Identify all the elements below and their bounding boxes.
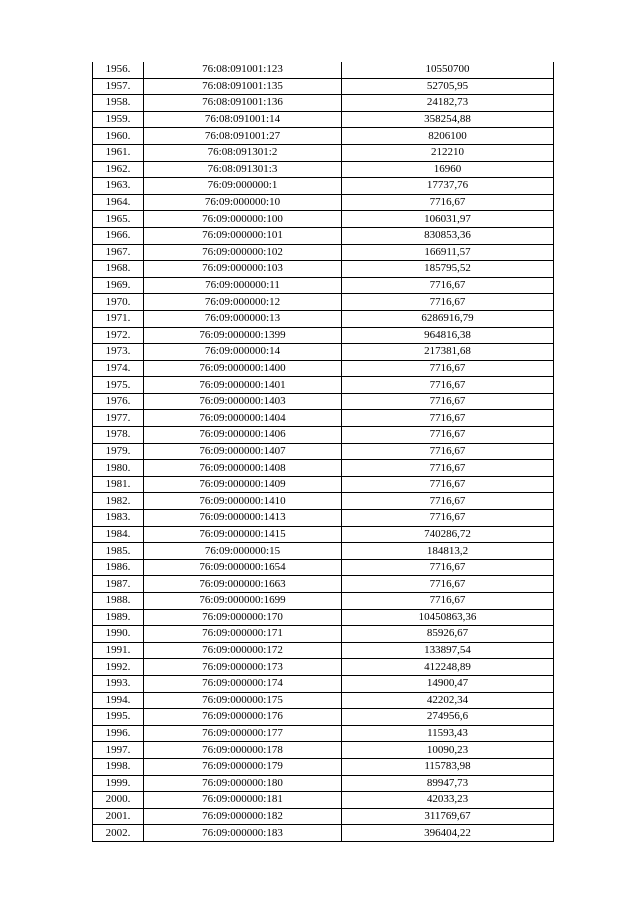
table-row bbox=[93, 377, 554, 394]
value-cell: 106031,97 bbox=[342, 211, 554, 228]
row-number-cell: 1969. bbox=[93, 277, 144, 294]
table-row bbox=[93, 576, 554, 593]
value-cell: 830853,36 bbox=[342, 227, 554, 244]
cadastral-table bbox=[92, 62, 554, 842]
table-row bbox=[93, 593, 554, 610]
row-number-cell: 1984. bbox=[93, 526, 144, 543]
row-number-cell: 1993. bbox=[93, 675, 144, 692]
value-cell: 85926,67 bbox=[342, 626, 554, 643]
cadastral-number-cell: 76:09:000000:1654 bbox=[144, 559, 342, 576]
value-cell: 7716,67 bbox=[342, 194, 554, 211]
row-number-cell: 1987. bbox=[93, 576, 144, 593]
table-row bbox=[93, 410, 554, 427]
cadastral-number-cell: 76:09:000000:103 bbox=[144, 261, 342, 278]
table-row bbox=[93, 493, 554, 510]
table-row bbox=[93, 510, 554, 527]
cadastral-number-cell: 76:09:000000:170 bbox=[144, 609, 342, 626]
cadastral-number-cell: 76:09:000000:1663 bbox=[144, 576, 342, 593]
row-number-cell: 1978. bbox=[93, 427, 144, 444]
cadastral-number-cell: 76:09:000000:13 bbox=[144, 310, 342, 327]
table-row bbox=[93, 642, 554, 659]
row-number-cell: 1996. bbox=[93, 725, 144, 742]
cadastral-number-cell: 76:09:000000:10 bbox=[144, 194, 342, 211]
value-cell: 7716,67 bbox=[342, 277, 554, 294]
table-row bbox=[93, 758, 554, 775]
table-row bbox=[93, 244, 554, 261]
table-row bbox=[93, 344, 554, 361]
row-number-cell: 1963. bbox=[93, 178, 144, 195]
row-number-cell: 1991. bbox=[93, 642, 144, 659]
value-cell: 217381,68 bbox=[342, 344, 554, 361]
cadastral-number-cell: 76:08:091001:27 bbox=[144, 128, 342, 145]
value-cell: 52705,95 bbox=[342, 78, 554, 95]
value-cell: 7716,67 bbox=[342, 377, 554, 394]
value-cell: 7716,67 bbox=[342, 460, 554, 477]
cadastral-number-cell: 76:09:000000:1406 bbox=[144, 427, 342, 444]
row-number-cell: 1975. bbox=[93, 377, 144, 394]
cadastral-number-cell: 76:09:000000:174 bbox=[144, 675, 342, 692]
value-cell: 8206100 bbox=[342, 128, 554, 145]
cadastral-number-cell: 76:09:000000:1407 bbox=[144, 443, 342, 460]
table-row bbox=[93, 742, 554, 759]
table-row bbox=[93, 161, 554, 178]
value-cell: 740286,72 bbox=[342, 526, 554, 543]
value-cell: 7716,67 bbox=[342, 593, 554, 610]
row-number-cell: 1995. bbox=[93, 709, 144, 726]
row-number-cell: 1974. bbox=[93, 360, 144, 377]
value-cell: 10450863,36 bbox=[342, 609, 554, 626]
cadastral-number-cell: 76:09:000000:1404 bbox=[144, 410, 342, 427]
row-number-cell: 1990. bbox=[93, 626, 144, 643]
value-cell: 964816,38 bbox=[342, 327, 554, 344]
table-row bbox=[93, 128, 554, 145]
value-cell: 10090,23 bbox=[342, 742, 554, 759]
table-row bbox=[93, 526, 554, 543]
table-row bbox=[93, 443, 554, 460]
value-cell: 42033,23 bbox=[342, 792, 554, 809]
table-row bbox=[93, 792, 554, 809]
row-number-cell: 1994. bbox=[93, 692, 144, 709]
row-number-cell: 1985. bbox=[93, 543, 144, 560]
table-body bbox=[93, 62, 554, 841]
cadastral-number-cell: 76:09:000000:179 bbox=[144, 758, 342, 775]
row-number-cell: 1972. bbox=[93, 327, 144, 344]
cadastral-number-cell: 76:09:000000:1399 bbox=[144, 327, 342, 344]
row-number-cell: 1971. bbox=[93, 310, 144, 327]
cadastral-number-cell: 76:09:000000:183 bbox=[144, 825, 342, 842]
table-row bbox=[93, 725, 554, 742]
table-row bbox=[93, 78, 554, 95]
row-number-cell: 1968. bbox=[93, 261, 144, 278]
value-cell: 115783,98 bbox=[342, 758, 554, 775]
table-row bbox=[93, 277, 554, 294]
table-row bbox=[93, 144, 554, 161]
table-row bbox=[93, 393, 554, 410]
table-row bbox=[93, 626, 554, 643]
row-number-cell: 2000. bbox=[93, 792, 144, 809]
table-row bbox=[93, 427, 554, 444]
table-row bbox=[93, 211, 554, 228]
cadastral-number-cell: 76:09:000000:1415 bbox=[144, 526, 342, 543]
value-cell: 7716,67 bbox=[342, 393, 554, 410]
table-row bbox=[93, 543, 554, 560]
value-cell: 358254,88 bbox=[342, 111, 554, 128]
row-number-cell: 1983. bbox=[93, 510, 144, 527]
cadastral-number-cell: 76:09:000000:177 bbox=[144, 725, 342, 742]
value-cell: 133897,54 bbox=[342, 642, 554, 659]
row-number-cell: 1981. bbox=[93, 476, 144, 493]
table-row bbox=[93, 95, 554, 112]
table-row bbox=[93, 659, 554, 676]
cadastral-number-cell: 76:09:000000:182 bbox=[144, 808, 342, 825]
table-row bbox=[93, 360, 554, 377]
table-row bbox=[93, 675, 554, 692]
table-row bbox=[93, 460, 554, 477]
cadastral-number-cell: 76:08:091001:14 bbox=[144, 111, 342, 128]
cadastral-number-cell: 76:08:091301:3 bbox=[144, 161, 342, 178]
cadastral-number-cell: 76:09:000000:1403 bbox=[144, 393, 342, 410]
cadastral-number-cell: 76:09:000000:175 bbox=[144, 692, 342, 709]
table-row bbox=[93, 62, 554, 78]
table-row bbox=[93, 310, 554, 327]
table-row bbox=[93, 261, 554, 278]
value-cell: 11593,43 bbox=[342, 725, 554, 742]
row-number-cell: 1979. bbox=[93, 443, 144, 460]
row-number-cell: 1966. bbox=[93, 227, 144, 244]
value-cell: 212210 bbox=[342, 144, 554, 161]
row-number-cell: 1998. bbox=[93, 758, 144, 775]
table-row bbox=[93, 194, 554, 211]
value-cell: 89947,73 bbox=[342, 775, 554, 792]
row-number-cell: 1988. bbox=[93, 593, 144, 610]
value-cell: 6286916,79 bbox=[342, 310, 554, 327]
value-cell: 7716,67 bbox=[342, 410, 554, 427]
cadastral-number-cell: 76:09:000000:102 bbox=[144, 244, 342, 261]
table-row bbox=[93, 178, 554, 195]
value-cell: 7716,67 bbox=[342, 294, 554, 311]
cadastral-number-cell: 76:09:000000:1400 bbox=[144, 360, 342, 377]
row-number-cell: 1970. bbox=[93, 294, 144, 311]
cadastral-number-cell: 76:08:091001:123 bbox=[144, 62, 342, 78]
row-number-cell: 1960. bbox=[93, 128, 144, 145]
row-number-cell: 1959. bbox=[93, 111, 144, 128]
row-number-cell: 1980. bbox=[93, 460, 144, 477]
cadastral-number-cell: 76:09:000000:178 bbox=[144, 742, 342, 759]
table-row bbox=[93, 825, 554, 842]
cadastral-number-cell: 76:09:000000:180 bbox=[144, 775, 342, 792]
cadastral-number-cell: 76:09:000000:181 bbox=[144, 792, 342, 809]
row-number-cell: 1992. bbox=[93, 659, 144, 676]
cadastral-number-cell: 76:08:091301:2 bbox=[144, 144, 342, 161]
table-row bbox=[93, 775, 554, 792]
cadastral-number-cell: 76:09:000000:100 bbox=[144, 211, 342, 228]
value-cell: 24182,73 bbox=[342, 95, 554, 112]
row-number-cell: 1967. bbox=[93, 244, 144, 261]
value-cell: 10550700 bbox=[342, 62, 554, 78]
cadastral-number-cell: 76:09:000000:12 bbox=[144, 294, 342, 311]
value-cell: 7716,67 bbox=[342, 493, 554, 510]
table-row bbox=[93, 709, 554, 726]
row-number-cell: 1982. bbox=[93, 493, 144, 510]
row-number-cell: 1997. bbox=[93, 742, 144, 759]
value-cell: 42202,34 bbox=[342, 692, 554, 709]
cadastral-number-cell: 76:09:000000:1413 bbox=[144, 510, 342, 527]
value-cell: 7716,67 bbox=[342, 576, 554, 593]
cadastral-number-cell: 76:09:000000:1410 bbox=[144, 493, 342, 510]
row-number-cell: 1976. bbox=[93, 393, 144, 410]
value-cell: 7716,67 bbox=[342, 360, 554, 377]
row-number-cell: 1965. bbox=[93, 211, 144, 228]
value-cell: 311769,67 bbox=[342, 808, 554, 825]
row-number-cell: 1958. bbox=[93, 95, 144, 112]
cadastral-number-cell: 76:09:000000:101 bbox=[144, 227, 342, 244]
table-row bbox=[93, 559, 554, 576]
cadastral-number-cell: 76:09:000000:171 bbox=[144, 626, 342, 643]
row-number-cell: 1961. bbox=[93, 144, 144, 161]
value-cell: 16960 bbox=[342, 161, 554, 178]
value-cell: 14900,47 bbox=[342, 675, 554, 692]
cadastral-number-cell: 76:09:000000:1409 bbox=[144, 476, 342, 493]
row-number-cell: 1977. bbox=[93, 410, 144, 427]
cadastral-number-cell: 76:09:000000:173 bbox=[144, 659, 342, 676]
cadastral-number-cell: 76:09:000000:1401 bbox=[144, 377, 342, 394]
value-cell: 7716,67 bbox=[342, 443, 554, 460]
row-number-cell: 1964. bbox=[93, 194, 144, 211]
cadastral-number-cell: 76:09:000000:176 bbox=[144, 709, 342, 726]
table-row bbox=[93, 227, 554, 244]
row-number-cell: 1973. bbox=[93, 344, 144, 361]
cadastral-number-cell: 76:09:000000:14 bbox=[144, 344, 342, 361]
cadastral-number-cell: 76:09:000000:15 bbox=[144, 543, 342, 560]
value-cell: 7716,67 bbox=[342, 559, 554, 576]
cadastral-number-cell: 76:09:000000:1 bbox=[144, 178, 342, 195]
cadastral-number-cell: 76:09:000000:1699 bbox=[144, 593, 342, 610]
value-cell: 274956,6 bbox=[342, 709, 554, 726]
row-number-cell: 1956. bbox=[93, 62, 144, 78]
table-row bbox=[93, 808, 554, 825]
row-number-cell: 2001. bbox=[93, 808, 144, 825]
value-cell: 184813,2 bbox=[342, 543, 554, 560]
table-row bbox=[93, 327, 554, 344]
cadastral-number-cell: 76:08:091001:136 bbox=[144, 95, 342, 112]
value-cell: 412248,89 bbox=[342, 659, 554, 676]
value-cell: 396404,22 bbox=[342, 825, 554, 842]
row-number-cell: 1989. bbox=[93, 609, 144, 626]
table-row bbox=[93, 692, 554, 709]
cadastral-number-cell: 76:09:000000:172 bbox=[144, 642, 342, 659]
row-number-cell: 1957. bbox=[93, 78, 144, 95]
table-row bbox=[93, 111, 554, 128]
row-number-cell: 1999. bbox=[93, 775, 144, 792]
value-cell: 17737,76 bbox=[342, 178, 554, 195]
value-cell: 185795,52 bbox=[342, 261, 554, 278]
cadastral-number-cell: 76:09:000000:1408 bbox=[144, 460, 342, 477]
row-number-cell: 1986. bbox=[93, 559, 144, 576]
table-row bbox=[93, 294, 554, 311]
value-cell: 7716,67 bbox=[342, 476, 554, 493]
cadastral-number-cell: 76:08:091001:135 bbox=[144, 78, 342, 95]
table-row bbox=[93, 609, 554, 626]
value-cell: 7716,67 bbox=[342, 427, 554, 444]
row-number-cell: 2002. bbox=[93, 825, 144, 842]
table-row bbox=[93, 476, 554, 493]
cadastral-number-cell: 76:09:000000:11 bbox=[144, 277, 342, 294]
row-number-cell: 1962. bbox=[93, 161, 144, 178]
value-cell: 7716,67 bbox=[342, 510, 554, 527]
value-cell: 166911,57 bbox=[342, 244, 554, 261]
